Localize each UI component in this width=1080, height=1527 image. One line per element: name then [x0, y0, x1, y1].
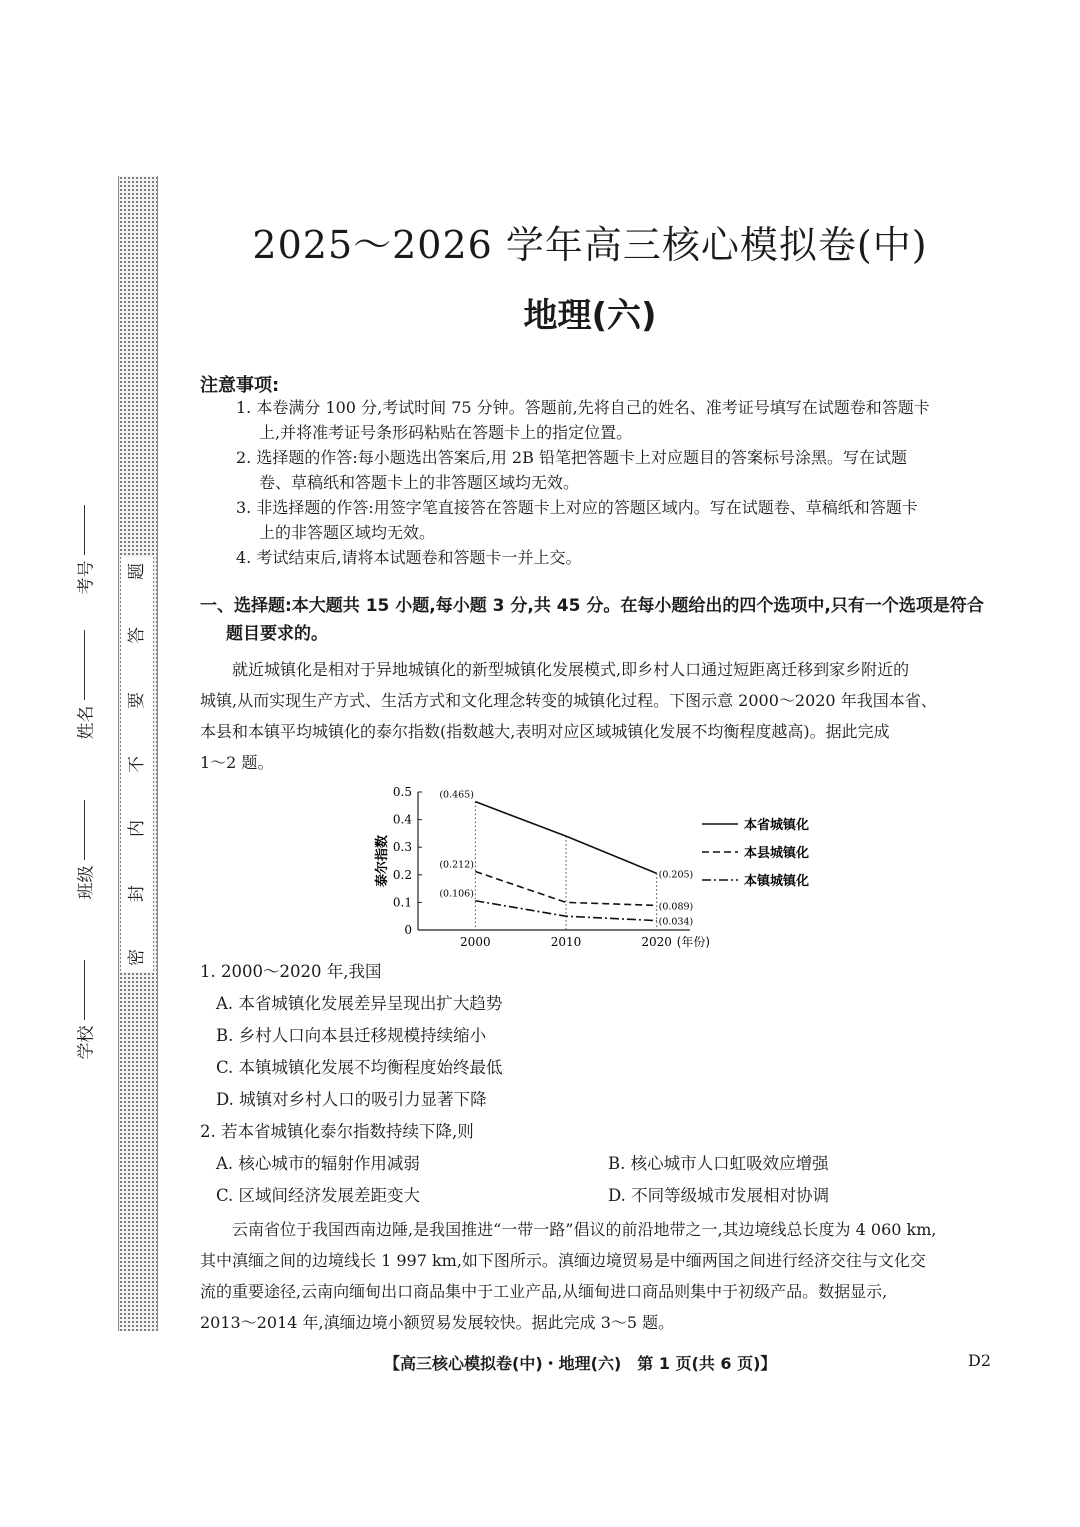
passage-line: 城镇,从而实现生产方式、生活方式和文化理念转变的城镇化过程。下图示意 2000～2020 年我国本省、 [200, 691, 937, 710]
y-tick-label: 0.5 [392, 785, 412, 799]
section-heading-line: 一、选择题:本大题共 15 小题,每小题 3 分,共 45 分。在每小题给出的四个选项中,只有一个选项是符合 [200, 596, 984, 616]
seal-char: 题 [126, 563, 147, 580]
exam-number-label: 考号 [76, 560, 97, 595]
q1-option-c[interactable]: C. 本镇城镇化发展不均衡程度始终最低 [216, 1058, 503, 1077]
section-heading-line: 题目要求的。 [226, 624, 328, 644]
notice-list [236, 395, 996, 570]
legend-label: 本省城镇化 [744, 818, 810, 833]
y-axis-label: 泰尔指数 [375, 834, 390, 888]
fill-line [84, 960, 85, 1020]
exam-title: 2025～2026 学年高三核心模拟卷(中) [252, 223, 928, 267]
section-heading [200, 592, 1000, 648]
fill-line [84, 630, 85, 700]
q2-option-a[interactable]: A. 核心城市的辐射作用减弱 [216, 1154, 420, 1173]
passage-2 [200, 1214, 1000, 1338]
seal-char: 封 [126, 884, 147, 902]
school-field[interactable] [72, 960, 96, 1065]
passage-line: 2013～2014 年,滇缅边境小额贸易发展较快。据此完成 3～5 题。 [200, 1313, 675, 1332]
notice-item: 2. 选择题的作答:每小题选出答案后,用 2B 铅笔把答题卡上对应题目的答案标号涂黑。写在试题 [236, 448, 907, 467]
seal-char: 不 [126, 755, 147, 773]
notice-item-cont: 上的非答题区域均无效。 [259, 523, 436, 542]
passage-line: 其中滇缅之间的边境线长 1 997 km,如下图所示。滇缅边境贸易是中缅两国之间进行经济交往与文化交 [200, 1251, 926, 1270]
x-tick-label: 2010 [550, 935, 582, 949]
footer-text: 【高三核心模拟卷(中)・地理(六) 第 1 页(共 6 页)】 [384, 1354, 777, 1373]
seal-char: 密 [126, 948, 147, 966]
legend-label: 本县城镇化 [744, 846, 810, 861]
q1-option-d[interactable]: D. 城镇对乡村人口的吸引力显著下降 [216, 1090, 487, 1109]
passage-line: 本县和本镇平均城镇化的泰尔指数(指数越大,表明对应区域城镇化发展不均衡程度越高)。据此完成 [200, 722, 890, 741]
data-label: (0.034) [658, 916, 694, 928]
theil-index-chart [360, 780, 840, 950]
seal-warning [121, 557, 153, 972]
notice-item: 3. 非选择题的作答:用签字笔直接答在答题卡上对应的答题区域内。写在试题卷、草稿纸和答题卡 [236, 498, 918, 517]
question-2-stem: 2. 若本省城镇化泰尔指数持续下降,则 [200, 1122, 474, 1141]
q1-option-b[interactable]: B. 乡村人口向本县迁移规模持续缩小 [216, 1026, 487, 1045]
y-tick-label: 0 [404, 923, 412, 937]
q2-option-b[interactable]: B. 核心城市人口虹吸效应增强 [608, 1154, 829, 1173]
data-label: (0.205) [658, 869, 694, 881]
fill-line [84, 505, 85, 555]
seal-char: 要 [126, 691, 147, 709]
passage-1 [200, 654, 1000, 778]
q2-option-c[interactable]: C. 区域间经济发展差距变大 [216, 1186, 421, 1205]
seal-char: 内 [126, 820, 147, 838]
y-tick-label: 0.1 [392, 895, 412, 910]
notice-item: 1. 本卷满分 100 分,考试时间 75 分钟。答题前,先将自己的姓名、准考证号填写在试题卷和答题卡 [236, 398, 930, 417]
notice-item: 4. 考试结束后,请将本试题卷和答题卡一并上交。 [236, 548, 582, 567]
exam-number-field[interactable] [72, 505, 96, 600]
name-label: 姓名 [76, 705, 97, 740]
passage-line: 云南省位于我国西南边陲,是我国推进“一带一路”倡议的前沿地带之一,其边境线总长度为 4 060 km, [232, 1220, 937, 1239]
class-label: 班级 [76, 865, 97, 900]
data-label: (0.212) [439, 859, 474, 871]
data-label: (0.089) [658, 901, 694, 913]
x-tick-label: 2020 [641, 935, 672, 949]
name-field[interactable] [72, 630, 96, 745]
question-1-stem: 1. 2000～2020 年,我国 [200, 962, 382, 981]
q1-option-a[interactable]: A. 本省城镇化发展差异呈现出扩大趋势 [216, 994, 503, 1013]
passage-line: 流的重要途径,云南向缅甸出口商品集中于工业产品,从缅甸进口商品则集中于初级产品。数据显示, [200, 1282, 888, 1301]
notice-item-cont: 上,并将准考证号条形码粘贴在答题卡上的指定位置。 [259, 423, 633, 442]
legend-label: 本镇城镇化 [744, 874, 810, 889]
x-tick-label: 2000 [460, 935, 491, 949]
data-label: (0.106) [439, 888, 474, 900]
seal-char: 答 [126, 627, 147, 645]
page-code: D2 [968, 1351, 992, 1370]
x-axis-label: (年份) [676, 935, 711, 949]
school-label: 学校 [76, 1025, 97, 1060]
subject-title: 地理(六) [523, 296, 657, 336]
y-tick-label: 0.4 [392, 812, 412, 827]
y-tick-label: 0.3 [392, 840, 412, 855]
passage-line: 就近城镇化是相对于异地城镇化的新型城镇化发展模式,即乡村人口通过短距离迁移到家乡附近的 [232, 660, 910, 679]
notice-item-cont: 卷、草稿纸和答题卡上的非答题区域均无效。 [259, 473, 580, 492]
data-label: (0.465) [439, 789, 474, 801]
fill-line [84, 800, 85, 860]
y-tick-label: 0.2 [392, 867, 412, 882]
class-field[interactable] [72, 800, 96, 905]
notice-heading: 注意事项: [200, 375, 280, 396]
passage-line: 1～2 题。 [200, 753, 274, 772]
q2-option-d[interactable]: D. 不同等级城市发展相对协调 [608, 1186, 830, 1205]
